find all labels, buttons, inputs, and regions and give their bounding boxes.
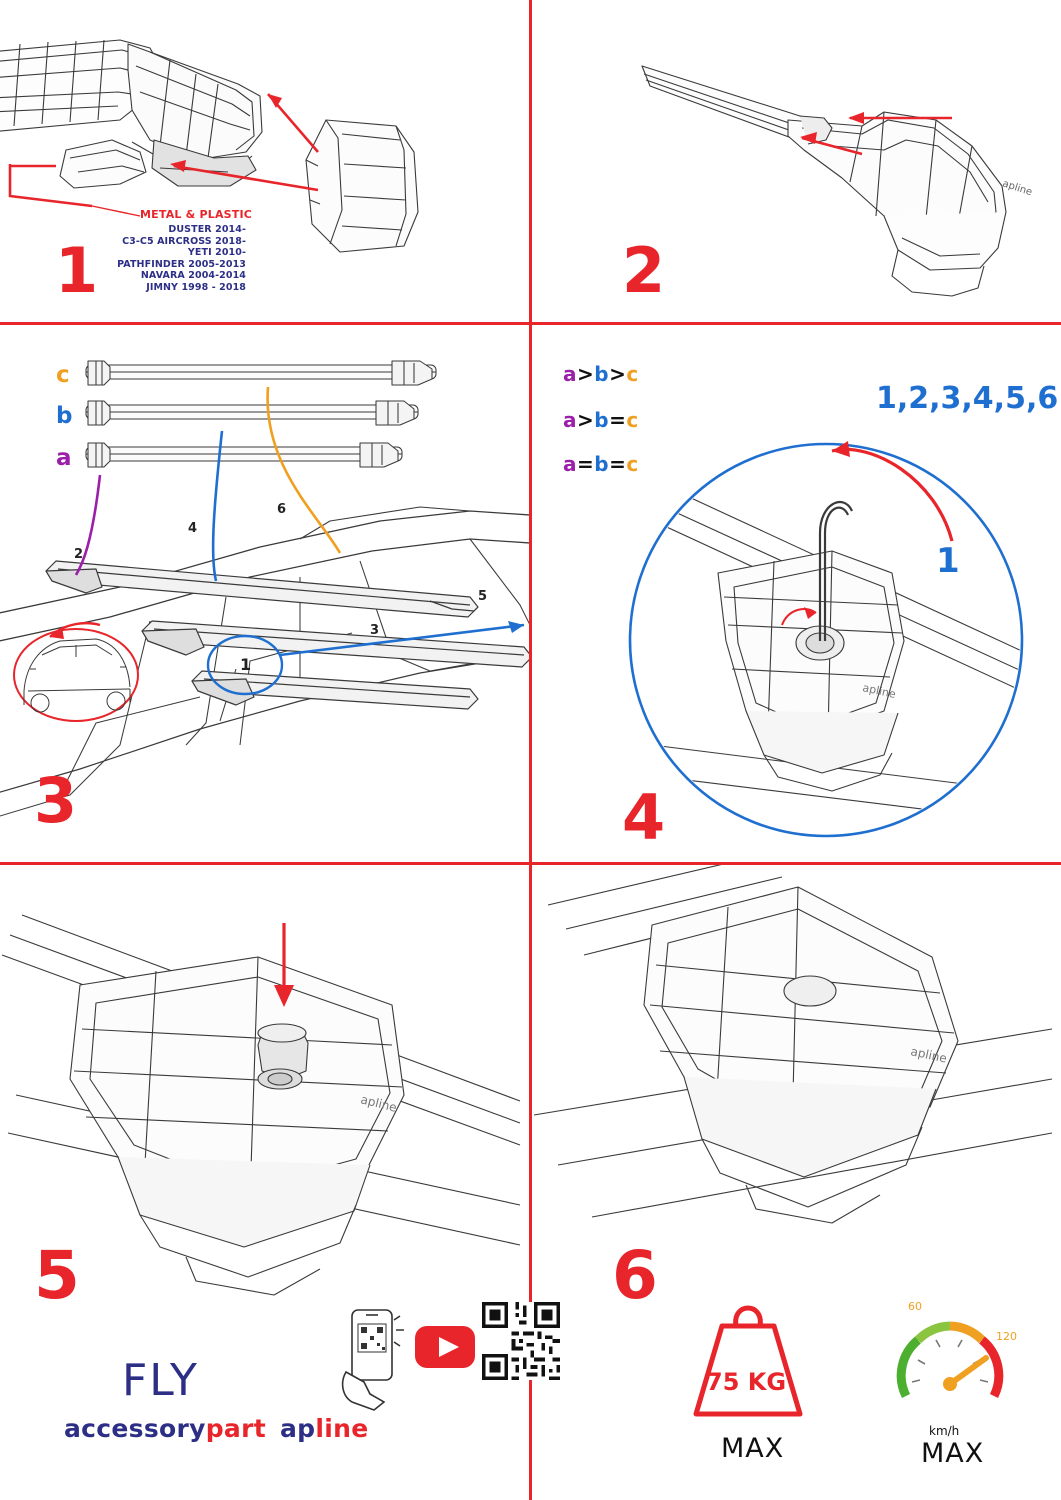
callout-2: 2 (74, 547, 84, 562)
callout-1: 1 (240, 655, 252, 674)
step-number-4: 4 (622, 781, 665, 854)
brand-ap: ap (279, 1414, 316, 1443)
vehicle-item: JIMNY 1998 - 2018 (146, 281, 246, 293)
panel1-vehicle-list (0, 224, 246, 293)
step5-illustration (0, 865, 529, 1315)
weight-limit-icon (688, 1298, 808, 1422)
step-number-5: 5 (34, 1237, 79, 1314)
eq2-op2: = (609, 408, 627, 432)
callout-4: 4 (188, 521, 198, 536)
step-number-3: 3 (34, 764, 77, 837)
eq2-c: c (626, 408, 639, 432)
brand-part: part (205, 1414, 266, 1443)
weight-max-label: MAX (721, 1433, 785, 1464)
youtube-icon[interactable] (414, 1325, 476, 1369)
panel4-callout-1: 1 (936, 541, 960, 581)
callout-5: 5 (478, 589, 488, 604)
step2-illustration (532, 0, 1061, 322)
eq2-a: a (563, 408, 577, 432)
brand-fly: FLY (122, 1355, 199, 1406)
panel4-sequence: 1,2,3,4,5,6 (876, 381, 1059, 416)
panel-step-2 (532, 0, 1061, 322)
eq3-b: b (594, 452, 610, 476)
eq3-a: a (563, 452, 577, 476)
bar-label-a: a (56, 445, 72, 471)
svg-text:apline: apline (1001, 178, 1034, 199)
bar-label-b: b (56, 403, 73, 429)
gauge-min-label: 60 (908, 1300, 922, 1313)
panel-step-3 (0, 325, 529, 862)
brand-accessory: accessory (64, 1414, 206, 1443)
callout-3: 3 (370, 623, 380, 638)
vehicle-item: PATHFINDER 2005-2013 (117, 258, 246, 270)
panel-step-1 (0, 0, 529, 322)
vehicle-item: NAVARA 2004-2014 (140, 270, 246, 281)
panel-step-5 (0, 865, 529, 1500)
scan-phone-icon (330, 1306, 410, 1416)
callout-6: 6 (277, 502, 287, 517)
eq3-op2: = (609, 452, 627, 476)
svg-text:apline: apline (359, 1092, 399, 1115)
svg-text:apline: apline (909, 1044, 949, 1066)
svg-text:apline: apline (861, 681, 897, 701)
speed-max-label: MAX (921, 1438, 985, 1469)
eq1-op2: > (609, 362, 627, 386)
eq1-b: b (594, 362, 610, 386)
speed-unit-label: km/h (929, 1424, 960, 1438)
step-number-6: 6 (612, 1237, 657, 1314)
vehicle-item: YETI 2010- (187, 247, 246, 258)
step-number-2: 2 (622, 234, 665, 307)
step3-illustration (0, 325, 529, 862)
eq1-a: a (563, 362, 577, 386)
vehicle-item: C3-C5 AIRCROSS 2018- (122, 235, 246, 247)
eq3-c: c (626, 452, 639, 476)
eq3-op1: = (577, 452, 595, 476)
eq1-op1: > (577, 362, 595, 386)
weight-value: 75 KG (706, 1368, 787, 1396)
vehicle-item: DUSTER 2014- (168, 224, 246, 235)
eq2-op1: > (577, 408, 595, 432)
speed-limit-gauge-icon (888, 1300, 1012, 1420)
panel1-heading: METAL & PLASTIC (140, 208, 253, 221)
eq2-b: b (594, 408, 610, 432)
gauge-max-label: 120 (996, 1330, 1017, 1343)
eq1-c: c (626, 362, 639, 386)
brand-line-suffix: line (315, 1414, 369, 1443)
step-number-1: 1 (55, 234, 98, 307)
bar-label-c: c (56, 362, 70, 388)
brand-line (64, 1414, 368, 1443)
